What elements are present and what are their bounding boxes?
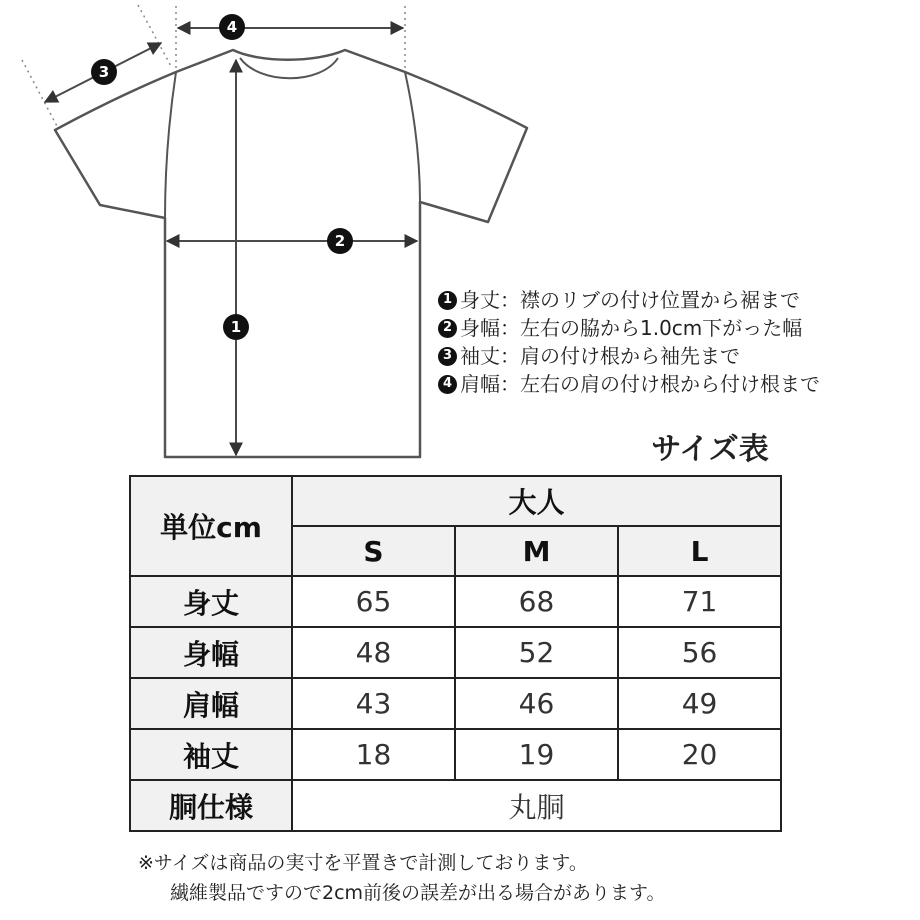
table-cell: 68 (455, 576, 618, 627)
legend-item-shoulder (438, 370, 908, 398)
table-cell: 43 (292, 678, 455, 729)
table-row (130, 678, 781, 729)
unit-label: 単位cm (130, 476, 292, 576)
svg-text:1: 1 (230, 318, 242, 336)
table-row (130, 729, 781, 780)
legend-number: 1 (438, 291, 457, 310)
legend-number: 4 (438, 375, 457, 394)
table-cell: 20 (618, 729, 781, 780)
row-label: 袖丈 (130, 729, 292, 780)
svg-text:2: 2 (334, 232, 346, 250)
legend-number: 2 (438, 319, 457, 338)
svg-text:4: 4 (226, 18, 238, 36)
measurement-lines (45, 28, 417, 455)
measurement-legend (438, 286, 908, 398)
table-cell: 49 (618, 678, 781, 729)
table-cell: 71 (618, 576, 781, 627)
size-note (138, 848, 666, 908)
sleeve-marker (91, 59, 117, 85)
legend-text: 袖丈：肩の付け根から袖先まで (460, 344, 740, 368)
legend-item-sleeve (438, 342, 908, 370)
table-cell: 19 (455, 729, 618, 780)
table-row (130, 576, 781, 627)
row-label: 肩幅 (130, 678, 292, 729)
body-style-value: 丸胴 (292, 780, 781, 831)
size-table-title: サイズ表 (651, 432, 769, 467)
shoulder-marker (219, 14, 245, 40)
note-line-2: 繊維製品ですので2cm前後の誤差が出る場合があります。 (170, 882, 666, 904)
table-cell: 18 (292, 729, 455, 780)
table-cell: 46 (455, 678, 618, 729)
size-table (129, 475, 782, 832)
table-row (130, 627, 781, 678)
size-header-s: S (292, 526, 455, 576)
svg-text:3: 3 (98, 63, 110, 81)
legend-text: 肩幅：左右の肩の付け根から付け根まで (460, 372, 820, 396)
body-style-label: 胴仕様 (130, 780, 292, 831)
legend-item-width (438, 314, 908, 342)
row-label: 身丈 (130, 576, 292, 627)
table-cell: 65 (292, 576, 455, 627)
length-marker (223, 314, 249, 340)
legend-number: 3 (438, 347, 457, 366)
table-row (130, 780, 781, 831)
size-header-m: M (455, 526, 618, 576)
table-cell: 48 (292, 627, 455, 678)
legend-item-length (438, 286, 908, 314)
group-label: 大人 (292, 476, 781, 526)
legend-text: 身幅：左右の脇から1.0cm下がった幅 (460, 316, 803, 340)
row-label: 身幅 (130, 627, 292, 678)
width-marker (327, 228, 353, 254)
size-header-l: L (618, 526, 781, 576)
guide-lines (22, 5, 405, 128)
legend-text: 身丈：襟のリブの付け位置から裾まで (460, 288, 800, 312)
table-cell: 52 (455, 627, 618, 678)
note-line-1: ※サイズは商品の実寸を平置きで計測しております。 (138, 852, 588, 874)
table-cell: 56 (618, 627, 781, 678)
